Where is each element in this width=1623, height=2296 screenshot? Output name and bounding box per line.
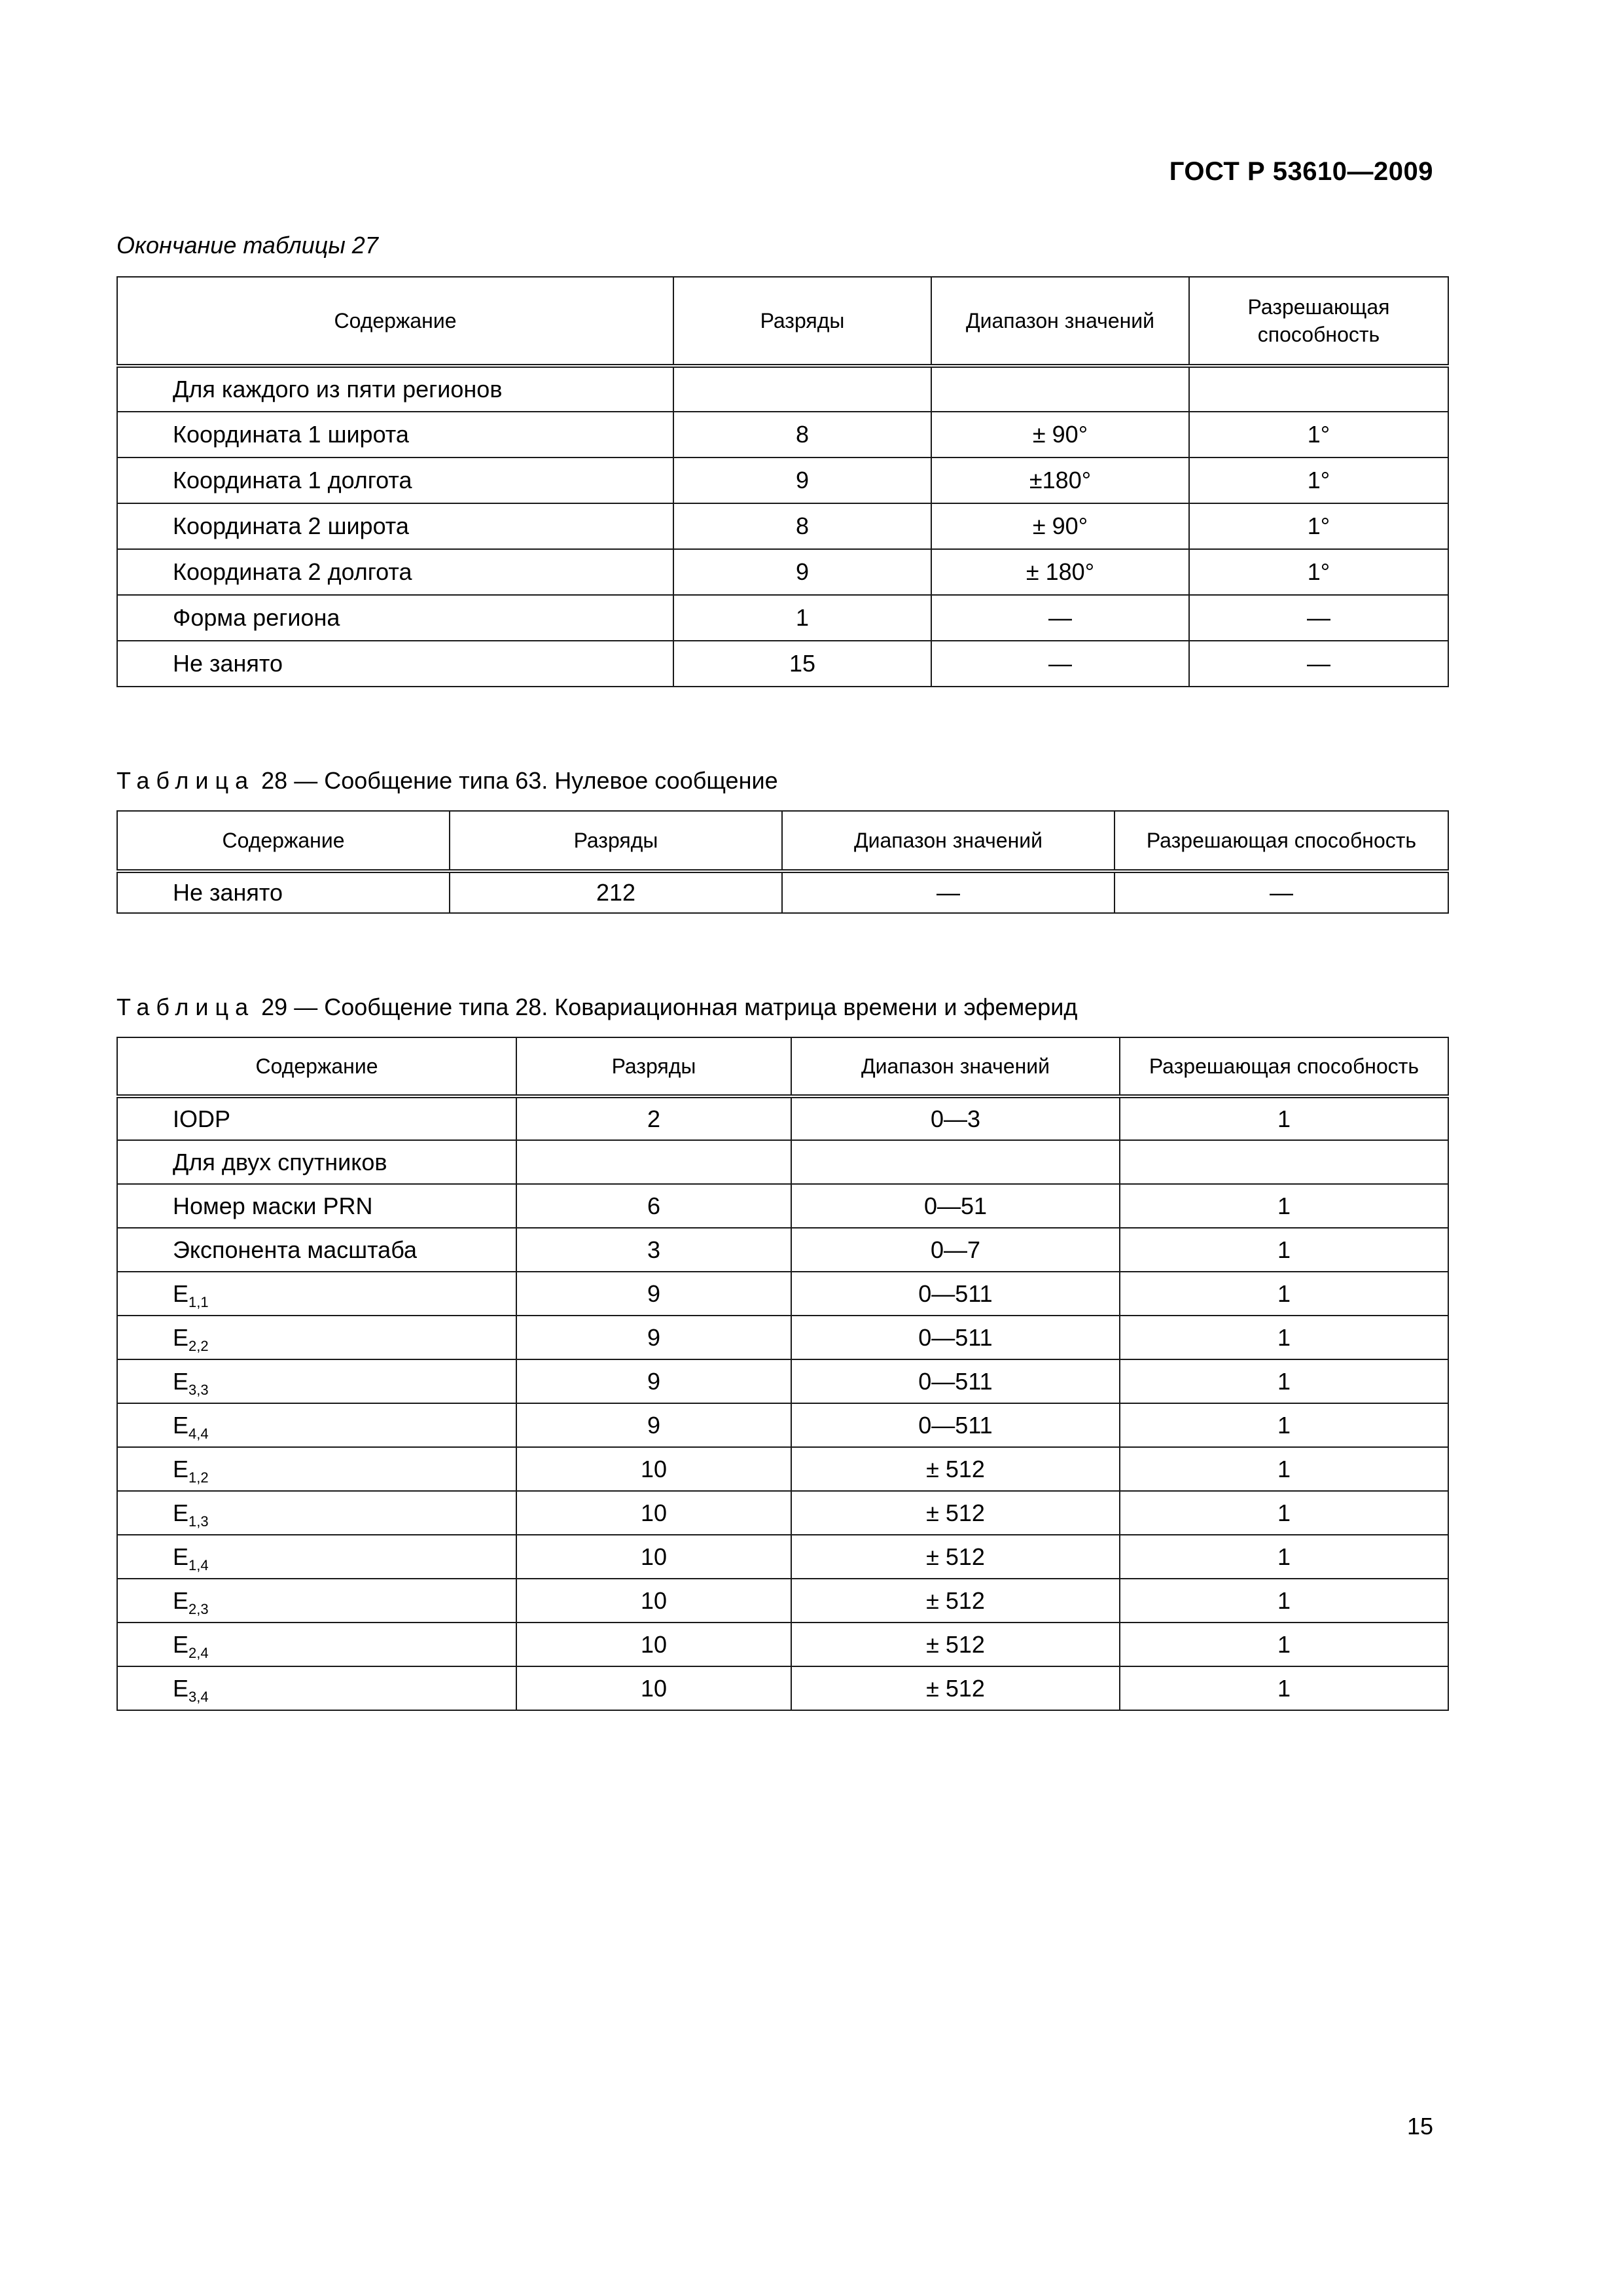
table-row: [117, 503, 1448, 549]
table28-caption: [116, 767, 778, 795]
cell-resolution: 1°: [1189, 457, 1448, 503]
cell-resolution: 1: [1120, 1623, 1448, 1666]
cell-content: [117, 1140, 516, 1184]
cell-content: [117, 1623, 516, 1666]
cell-content-text: Для двух спутников: [173, 1148, 387, 1175]
cell-range: ±180°: [931, 457, 1189, 503]
cell-content: Для каждого из пяти регионов: [117, 366, 673, 412]
cell-content-text: E: [173, 1587, 189, 1614]
table-row: [117, 1623, 1448, 1666]
cell-content-subscript: 3,4: [188, 1688, 209, 1705]
cell-bits: 15: [673, 641, 931, 687]
cell-resolution: 1: [1120, 1359, 1448, 1403]
table28-header-content: Содержание: [117, 811, 450, 871]
cell-content: [117, 1316, 516, 1359]
cell-content-text: E: [173, 1499, 189, 1526]
cell-range: ± 512: [791, 1579, 1120, 1623]
cell-resolution: 1: [1120, 1403, 1448, 1447]
cell-range: —: [931, 595, 1189, 641]
cell-bits: 8: [673, 412, 931, 457]
cell-bits: 9: [673, 549, 931, 595]
cell-resolution: —: [1189, 595, 1448, 641]
cell-resolution: 1: [1120, 1666, 1448, 1710]
cell-bits: 9: [516, 1272, 791, 1316]
cell-range: ± 512: [791, 1535, 1120, 1579]
table-row: [117, 871, 1448, 913]
cell-resolution: 1: [1120, 1447, 1448, 1491]
cell-content: [117, 1491, 516, 1535]
cell-content: [117, 1184, 516, 1228]
cell-content: Форма региона: [117, 595, 673, 641]
cell-bits: 10: [516, 1535, 791, 1579]
cell-content: Координата 2 широта: [117, 503, 673, 549]
cell-bits: [516, 1140, 791, 1184]
cell-range: ± 512: [791, 1666, 1120, 1710]
table-29: [116, 1037, 1449, 1711]
cell-bits: 10: [516, 1447, 791, 1491]
cell-content-text: IODP: [173, 1105, 231, 1132]
cell-range: ± 90°: [931, 503, 1189, 549]
cell-range: 0—511: [791, 1316, 1120, 1359]
cell-resolution: 1°: [1189, 503, 1448, 549]
cell-resolution: 1: [1120, 1096, 1448, 1140]
cell-content: [117, 1228, 516, 1272]
cell-content-subscript: 3,3: [188, 1381, 209, 1398]
table28-header-bits: Разряды: [450, 811, 782, 871]
cell-content-text: E: [173, 1411, 189, 1439]
cell-bits: 9: [516, 1359, 791, 1403]
cell-content-text: E: [173, 1674, 189, 1702]
cell-content-text: E: [173, 1455, 189, 1482]
table29-header-bits: Разряды: [516, 1037, 791, 1096]
cell-content-subscript: 1,2: [188, 1469, 209, 1486]
table-row: [117, 1666, 1448, 1710]
cell-content: Координата 2 долгота: [117, 549, 673, 595]
table28-header-resolution: Разрешающая способность: [1115, 811, 1448, 871]
cell-range: ± 512: [791, 1623, 1120, 1666]
table28-caption-text: 28 — Сообщение типа 63. Нулевое сообщение: [255, 767, 778, 794]
cell-resolution: 1: [1120, 1579, 1448, 1623]
table-row: [117, 1491, 1448, 1535]
cell-bits: 212: [450, 871, 782, 913]
table-row: [117, 1447, 1448, 1491]
cell-bits: 9: [673, 457, 931, 503]
cell-content: [117, 1096, 516, 1140]
table-row: [117, 549, 1448, 595]
table-row: [117, 595, 1448, 641]
cell-resolution: 1: [1120, 1272, 1448, 1316]
table28-header-range: Диапазон значений: [782, 811, 1115, 871]
cell-content-subscript: 2,2: [188, 1337, 209, 1354]
cell-content: [117, 1447, 516, 1491]
table-row: [117, 1316, 1448, 1359]
table-row: [117, 1184, 1448, 1228]
cell-content: [117, 1272, 516, 1316]
cell-resolution: —: [1115, 871, 1448, 913]
cell-content: Координата 1 долгота: [117, 457, 673, 503]
table27-body: [117, 366, 1448, 687]
cell-range: —: [931, 641, 1189, 687]
table-27: [116, 276, 1449, 687]
table-row: [117, 1228, 1448, 1272]
table-row: [117, 1140, 1448, 1184]
table29-header-resolution: Разрешающая способность: [1120, 1037, 1448, 1096]
table29-caption-text: 29 — Сообщение типа 28. Ковариационная матрица времени и эфемерид: [255, 994, 1078, 1020]
table29-caption: [116, 994, 1077, 1021]
cell-content-text: E: [173, 1543, 189, 1570]
table-row: [117, 1535, 1448, 1579]
table29-header-content: Содержание: [117, 1037, 516, 1096]
cell-bits: 3: [516, 1228, 791, 1272]
cell-range: [791, 1140, 1120, 1184]
table-28: [116, 810, 1449, 914]
cell-content-subscript: 2,3: [188, 1600, 209, 1617]
cell-range: 0—511: [791, 1272, 1120, 1316]
cell-content: [117, 1579, 516, 1623]
table-row: [117, 1096, 1448, 1140]
cell-bits: 1: [673, 595, 931, 641]
cell-resolution: 1: [1120, 1184, 1448, 1228]
cell-bits: 10: [516, 1623, 791, 1666]
table28-body: [117, 871, 1448, 913]
cell-content-text: E: [173, 1323, 189, 1351]
cell-resolution: 1: [1120, 1316, 1448, 1359]
table29-header-range: Диапазон значений: [791, 1037, 1120, 1096]
table-row: [117, 1272, 1448, 1316]
table27-caption: Окончание таблицы 27: [116, 232, 378, 259]
cell-range: 0—511: [791, 1403, 1120, 1447]
cell-content-text: E: [173, 1367, 189, 1395]
cell-range: 0—7: [791, 1228, 1120, 1272]
table27-header-content: Содержание: [117, 277, 673, 366]
cell-content: [117, 1666, 516, 1710]
cell-range: 0—3: [791, 1096, 1120, 1140]
cell-bits: 10: [516, 1579, 791, 1623]
cell-resolution: 1: [1120, 1491, 1448, 1535]
page-number: 15: [1406, 2113, 1433, 2140]
cell-bits: 10: [516, 1666, 791, 1710]
cell-resolution: 1°: [1189, 549, 1448, 595]
cell-range: ± 180°: [931, 549, 1189, 595]
cell-range: —: [782, 871, 1115, 913]
table28-caption-prefix: Таблица: [116, 767, 255, 794]
cell-content: Не занято: [117, 641, 673, 687]
table27-header-range: Диапазон значений: [931, 277, 1189, 366]
cell-content-text: Экспонента масштаба: [173, 1236, 418, 1263]
cell-content: [117, 1359, 516, 1403]
cell-content-subscript: 1,3: [188, 1513, 209, 1530]
cell-content: Не занято: [117, 871, 450, 913]
table-row: [117, 1359, 1448, 1403]
cell-resolution: 1°: [1189, 412, 1448, 457]
cell-bits: [673, 366, 931, 412]
cell-range: 0—51: [791, 1184, 1120, 1228]
cell-bits: 9: [516, 1316, 791, 1359]
table-row: [117, 366, 1448, 412]
cell-bits: 8: [673, 503, 931, 549]
cell-content: [117, 1403, 516, 1447]
cell-range: ± 512: [791, 1447, 1120, 1491]
cell-bits: 6: [516, 1184, 791, 1228]
cell-bits: 2: [516, 1096, 791, 1140]
cell-content: Координата 1 широта: [117, 412, 673, 457]
cell-resolution: 1: [1120, 1535, 1448, 1579]
cell-range: [931, 366, 1189, 412]
cell-content-subscript: 2,4: [188, 1644, 209, 1661]
cell-bits: 10: [516, 1491, 791, 1535]
cell-content-subscript: 1,1: [188, 1293, 209, 1310]
table-row: [117, 412, 1448, 457]
cell-range: ± 512: [791, 1491, 1120, 1535]
cell-content-text: E: [173, 1280, 189, 1307]
cell-range: ± 90°: [931, 412, 1189, 457]
table-row: [117, 1579, 1448, 1623]
cell-resolution: —: [1189, 641, 1448, 687]
cell-content-text: Номер маски PRN: [173, 1192, 373, 1219]
cell-content-subscript: 1,4: [188, 1556, 209, 1573]
cell-resolution: [1120, 1140, 1448, 1184]
table27-header-bits: Разряды: [673, 277, 931, 366]
cell-content-text: E: [173, 1630, 189, 1658]
table27-header-resolution: Разрешающая способность: [1189, 277, 1448, 366]
table-row: [117, 641, 1448, 687]
cell-resolution: [1189, 366, 1448, 412]
table-row: [117, 457, 1448, 503]
document-id: ГОСТ Р 53610—2009: [1169, 157, 1433, 186]
cell-range: 0—511: [791, 1359, 1120, 1403]
cell-bits: 9: [516, 1403, 791, 1447]
cell-content-subscript: 4,4: [188, 1425, 209, 1442]
table29-caption-prefix: Таблица: [116, 994, 255, 1020]
table-row: [117, 1403, 1448, 1447]
table29-body: [117, 1096, 1448, 1710]
cell-resolution: 1: [1120, 1228, 1448, 1272]
cell-content: [117, 1535, 516, 1579]
